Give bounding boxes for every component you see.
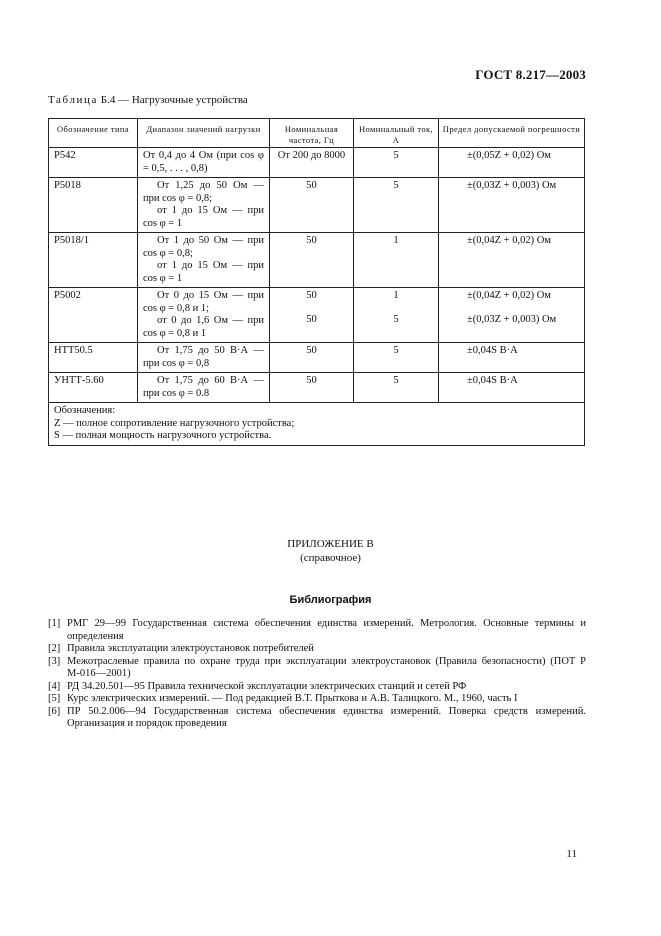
bib-number: [5] <box>48 693 61 704</box>
frequency-value: 50 <box>306 345 317 356</box>
range-line: От 0,4 до 4 Ом (при cos φ = 0,5, . . . , 0,8) <box>143 150 264 174</box>
cell-current <box>354 233 439 288</box>
current-value: 5 <box>393 180 399 191</box>
cell-error <box>439 288 585 343</box>
bibliography-heading: Библиография <box>289 594 372 606</box>
error-value: ±(0,04Z + 0,02) Ом <box>467 235 551 246</box>
cell-frequency <box>270 288 354 343</box>
bib-number: [2] <box>48 643 61 654</box>
cell-range <box>138 148 270 178</box>
load-devices-table <box>48 118 585 446</box>
cell-current <box>354 343 439 373</box>
cell-type: Р542 <box>49 148 138 178</box>
table-row <box>49 343 585 373</box>
range-line: от 0 до 1,6 Ом — при cos φ = 0,8 и 1 <box>143 315 264 339</box>
cell-error <box>439 373 585 403</box>
notes-line: Z — полное сопротивление нагрузочного устройства; <box>54 417 295 429</box>
cell-frequency <box>270 148 354 178</box>
table-row <box>49 288 585 343</box>
cell-error <box>439 343 585 373</box>
cell-type: НТТ50.5 <box>49 343 138 373</box>
error-value: ±0,04S В·А <box>467 345 518 356</box>
range-line: от 1 до 15 Ом — при cos φ = 1 <box>143 205 264 229</box>
error-value: ±0,04S В·А <box>467 375 518 386</box>
frequency-value: 50 <box>306 235 317 246</box>
notes-line: S — полная мощность нагрузочного устройства. <box>54 430 272 441</box>
table-row <box>49 148 585 178</box>
bib-number: [6] <box>48 705 61 717</box>
table-row <box>49 178 585 233</box>
frequency-value: 50 <box>306 375 317 386</box>
error-value: ±(0,03Z + 0,003) Ом <box>467 313 557 325</box>
cell-range <box>138 343 270 373</box>
cell-error <box>439 178 585 233</box>
error-value: ±(0,05Z + 0,02) Ом <box>467 150 551 161</box>
bib-number: [1] <box>48 618 61 629</box>
table-row <box>49 373 585 403</box>
bib-text: Правила эксплуатации электроустановок потребителей <box>67 643 314 654</box>
range-line: От 1,75 до 50 В·А — при cos φ = 0,8 <box>143 345 264 369</box>
range-line: От 1,25 до 50 Ом — при cos φ = 0,8; <box>143 180 264 204</box>
table-caption <box>48 94 248 106</box>
current-value: 5 <box>393 345 399 356</box>
cell-current <box>354 148 439 178</box>
range-line: От 1,75 до 60 В·А — при cos φ = 0.8 <box>143 375 264 399</box>
table-caption-title: Б.4 — Нагрузочные устройства <box>98 94 248 106</box>
table-notes-row <box>49 403 585 446</box>
current-value: 5 <box>393 150 399 161</box>
column-header-current: Номинальный ток, А <box>354 119 439 148</box>
bibliography-list <box>48 618 586 731</box>
bib-text: Курс электрических измерений. — Под редакцией В.Т. Прыткова и А.В. Талицкого. М., 1960, часть I <box>67 693 518 704</box>
list-item <box>48 656 586 681</box>
frequency-value: От 200 до 8000 <box>277 150 346 161</box>
cell-error <box>439 148 585 178</box>
range-line: От 0 до 15 Ом — при cos φ = 0,8 и 1; <box>143 290 264 314</box>
error-value: ±(0,04Z + 0,02) Ом <box>467 290 551 301</box>
current-value: 5 <box>393 375 399 386</box>
cell-current <box>354 178 439 233</box>
notes-heading: Обозначения: <box>54 405 116 416</box>
table-notes <box>49 403 585 446</box>
column-header-error: Предел допускаемой погрешности <box>439 119 585 148</box>
cell-frequency <box>270 178 354 233</box>
cell-error <box>439 233 585 288</box>
cell-range <box>138 373 270 403</box>
current-value: 5 <box>393 313 399 325</box>
list-item <box>48 681 586 694</box>
column-header-frequency: Номинальная частота, Гц <box>270 119 354 148</box>
current-value: 1 <box>393 290 399 301</box>
list-item <box>48 693 586 706</box>
bib-text: Межотраслевые правила по охране труда при эксплуатации электроустановок (Правила безопасности) (ПОТ Р М-016—2001) <box>67 655 586 679</box>
cell-current <box>354 373 439 403</box>
list-item <box>48 618 586 643</box>
cell-range <box>138 288 270 343</box>
appendix-subtitle: (справочное) <box>300 552 361 564</box>
bib-text: ПР 50.2.006—94 Государственная система обеспечения единства измерений. Поверка средств измерений. Организация и порядок проведения <box>67 705 586 729</box>
column-header-range: Диапазон значений нагрузки <box>138 119 270 148</box>
cell-frequency <box>270 343 354 373</box>
column-header-type: Обозначение типа <box>49 119 138 148</box>
page-number: 11 <box>566 848 577 860</box>
frequency-value: 50 <box>306 290 317 301</box>
list-item <box>48 706 586 731</box>
range-line: От 1 до 50 Ом — при cos φ = 0,8; <box>143 235 264 259</box>
cell-type: Р5002 <box>49 288 138 343</box>
cell-type: УНТТ-5.60 <box>49 373 138 403</box>
cell-type: Р5018/1 <box>49 233 138 288</box>
table-caption-prefix: Таблица <box>48 94 98 106</box>
frequency-value: 50 <box>306 313 317 325</box>
error-value: ±(0,03Z + 0,003) Ом <box>467 180 557 191</box>
bib-number: [4] <box>48 680 61 692</box>
table-row <box>49 233 585 288</box>
frequency-value: 50 <box>306 180 317 191</box>
table-header-row <box>49 119 585 148</box>
bib-text: РД 34.20.501—95 Правила технической эксплуатации электрических станций и сетей РФ <box>67 680 467 692</box>
bib-number: [3] <box>48 655 61 667</box>
appendix-title: ПРИЛОЖЕНИЕ В <box>287 538 374 550</box>
list-item <box>48 643 586 656</box>
cell-frequency <box>270 373 354 403</box>
range-line: от 1 до 15 Ом — при cos φ = 1 <box>143 260 264 284</box>
cell-range <box>138 178 270 233</box>
cell-range <box>138 233 270 288</box>
document-header: ГОСТ 8.217—2003 <box>475 67 586 82</box>
cell-type: Р5018 <box>49 178 138 233</box>
current-value: 1 <box>393 235 399 246</box>
bib-text: РМГ 29—99 Государственная система обеспечения единства измерений. Метрология. Основные термины и определения <box>67 618 586 642</box>
cell-frequency <box>270 233 354 288</box>
cell-current <box>354 288 439 343</box>
